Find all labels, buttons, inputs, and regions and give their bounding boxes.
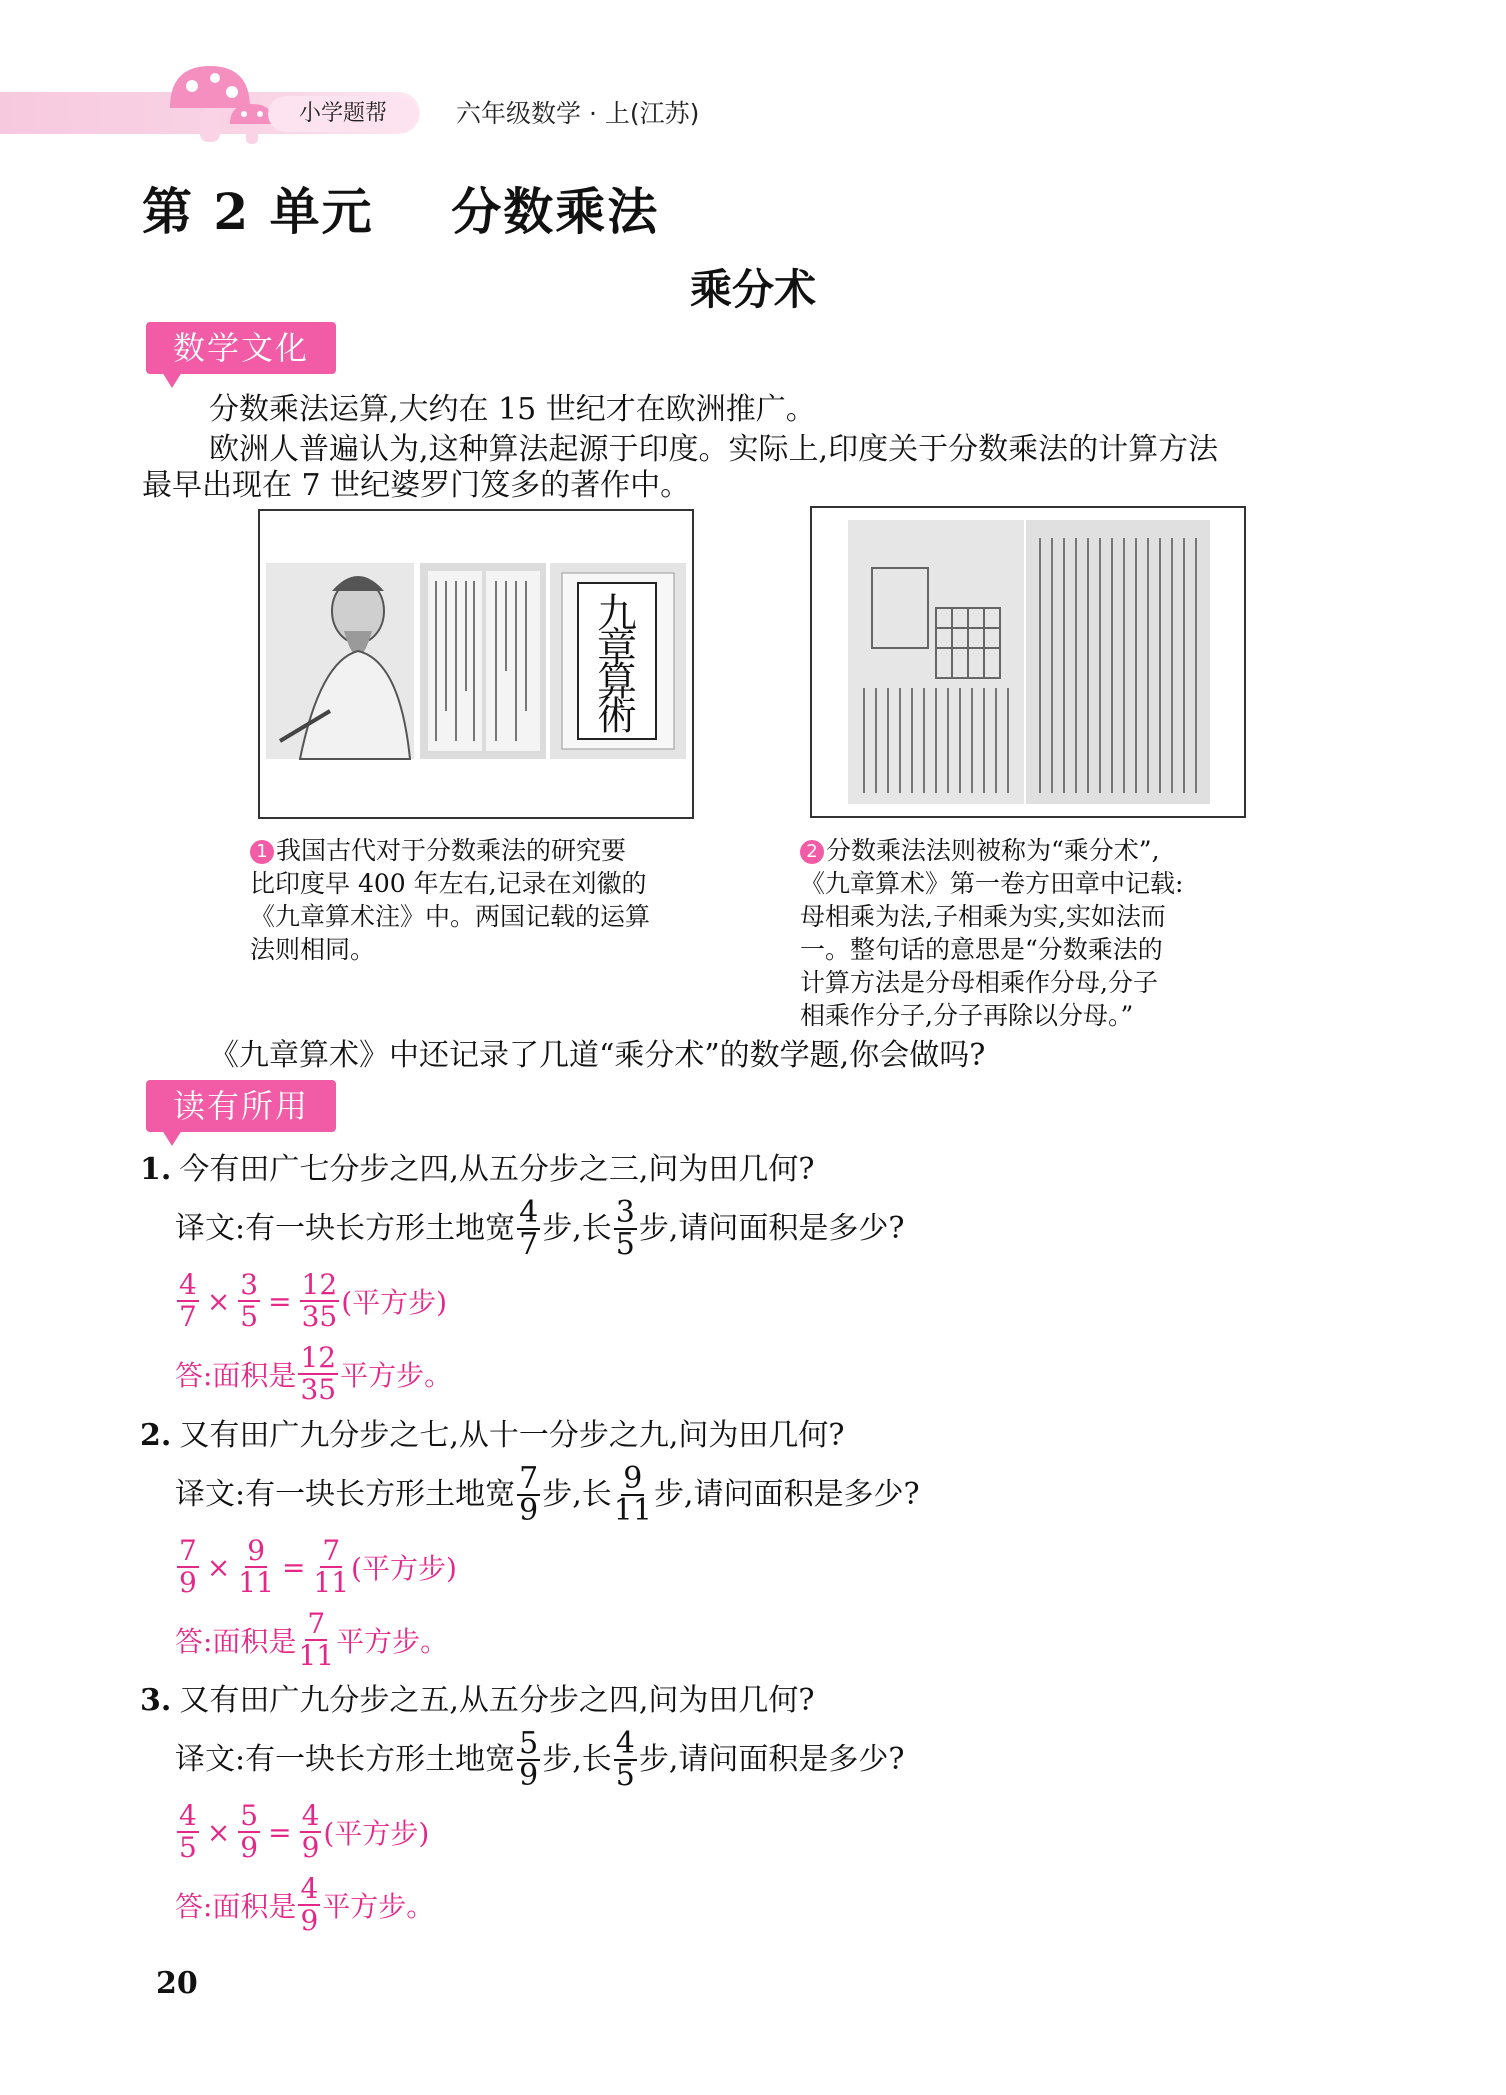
fraction: $\frac{5}{9}$ — [519, 1726, 539, 1793]
answer-line: 答:面积是 $\frac{12}{35}$ 平方步。 — [175, 1341, 453, 1406]
problem-translation: 译文:有一块长方形土地宽 $\frac{5}{9}$ 步,长 $\frac{4}{5}$ 步,请问面积是多少? — [175, 1726, 905, 1793]
fraction: $\frac{9}{11}$ — [238, 1534, 274, 1599]
figure-2-caption: 2 分数乘法法则被称为“乘分术”, 《九章算术》第一卷方田章中记载: 母相乘为法,子相乘为实,实如法而 一。整句话的意思是“分数乘法的 计算方法是分母相乘作分母,分子 相乘作分子,分子再除以分母。” — [800, 836, 1184, 1030]
fraction: $\frac{4}{7}$ — [519, 1195, 539, 1262]
problem-translation: 译文:有一块长方形土地宽 $\frac{4}{7}$ 步,长 $\frac{3}{5}$ 步,请问面积是多少? — [175, 1195, 905, 1262]
fraction: $\frac{7}{9}$ — [519, 1461, 539, 1528]
unit-title: 第 2 单元 分数乘法 — [142, 182, 660, 241]
problem-question: 1. 今有田广七分步之四,从五分步之三,问为田几何? — [140, 1152, 815, 1187]
figure-1-caption: 1 我国古代对于分数乘法的研究要 比印度早 400 年左右,记录在刘徽的 《九章算术注》中。两国记载的运算 法则相同。 — [250, 836, 651, 964]
fraction: $\frac{4}{9}$ — [301, 1799, 320, 1864]
figure-2-frame — [810, 506, 1246, 818]
book-cover-title: 九章算術 — [597, 591, 637, 739]
fraction: $\frac{12}{35}$ — [300, 1341, 337, 1406]
caption-number-2: 2 — [800, 840, 824, 864]
intro-paragraph-2-line-2: 最早出现在 7 世纪婆罗门笈多的著作中。 — [142, 468, 691, 503]
answer-line: 答:面积是 $\frac{4}{9}$ 平方步。 — [175, 1872, 435, 1937]
calculation-line: $\frac{4}{5}$ × $\frac{5}{9}$ = $\frac{4}{9}$ (平方步) — [179, 1799, 430, 1864]
fraction: $\frac{3}{5}$ — [615, 1195, 635, 1262]
fraction: $\frac{4}{5}$ — [615, 1726, 635, 1793]
fraction: $\frac{12}{35}$ — [301, 1268, 338, 1333]
page-heading: 乘分术 — [689, 265, 816, 314]
fraction: $\frac{5}{9}$ — [240, 1799, 259, 1864]
answer-line: 答:面积是 $\frac{7}{11}$ 平方步。 — [175, 1607, 449, 1672]
book-subject: 六年级数学 · 上(江苏) — [456, 99, 700, 128]
fraction: $\frac{7}{9}$ — [179, 1534, 197, 1599]
problem-question: 2. 又有田广九分步之七,从十一分步之九,问为田几何? — [140, 1418, 845, 1453]
calculation-line: $\frac{4}{7}$ × $\frac{3}{5}$ = $\frac{12}{35}$ (平方步) — [179, 1268, 448, 1333]
intro-paragraph-2-line-1: 欧洲人普遍认为,这种算法起源于印度。实际上,印度关于分数乘法的计算方法 — [209, 432, 1219, 467]
fraction: $\frac{4}{7}$ — [179, 1268, 197, 1333]
figure-2-photo — [812, 508, 1244, 816]
fraction: $\frac{4}{9}$ — [300, 1872, 319, 1937]
caption-number-1: 1 — [250, 840, 274, 864]
book-tag: 小学题帮 — [268, 96, 418, 132]
calculation-line: $\frac{7}{9}$ × $\frac{9}{11}$ = $\frac{7}{11}$ (平方步) — [179, 1534, 457, 1599]
problem-question: 3. 又有田广九分步之五,从五分步之四,问为田几何? — [140, 1683, 815, 1718]
figure-1-frame — [258, 509, 694, 819]
reading-section-tag: 读有所用 — [146, 1080, 336, 1132]
page-number: 20 — [156, 1966, 198, 2001]
intro-paragraph-1: 分数乘法运算,大约在 15 世纪才在欧洲推广。 — [209, 392, 816, 427]
fraction: $\frac{7}{11}$ — [298, 1607, 335, 1672]
fraction: $\frac{4}{5}$ — [179, 1799, 197, 1864]
problem-translation: 译文:有一块长方形土地宽 $\frac{7}{9}$ 步,长 $\frac{9}{11}$ 步,请问面积是多少? — [175, 1461, 920, 1528]
fraction: $\frac{9}{11}$ — [613, 1461, 652, 1528]
fraction: $\frac{3}{5}$ — [240, 1268, 259, 1333]
culture-section-tag: 数学文化 — [146, 322, 336, 374]
mushroom-icon — [160, 58, 280, 148]
transition-text: 《九章算术》中还记录了几道“乘分术”的数学题,你会做吗? — [209, 1038, 986, 1073]
fraction: $\frac{7}{11}$ — [313, 1534, 350, 1599]
